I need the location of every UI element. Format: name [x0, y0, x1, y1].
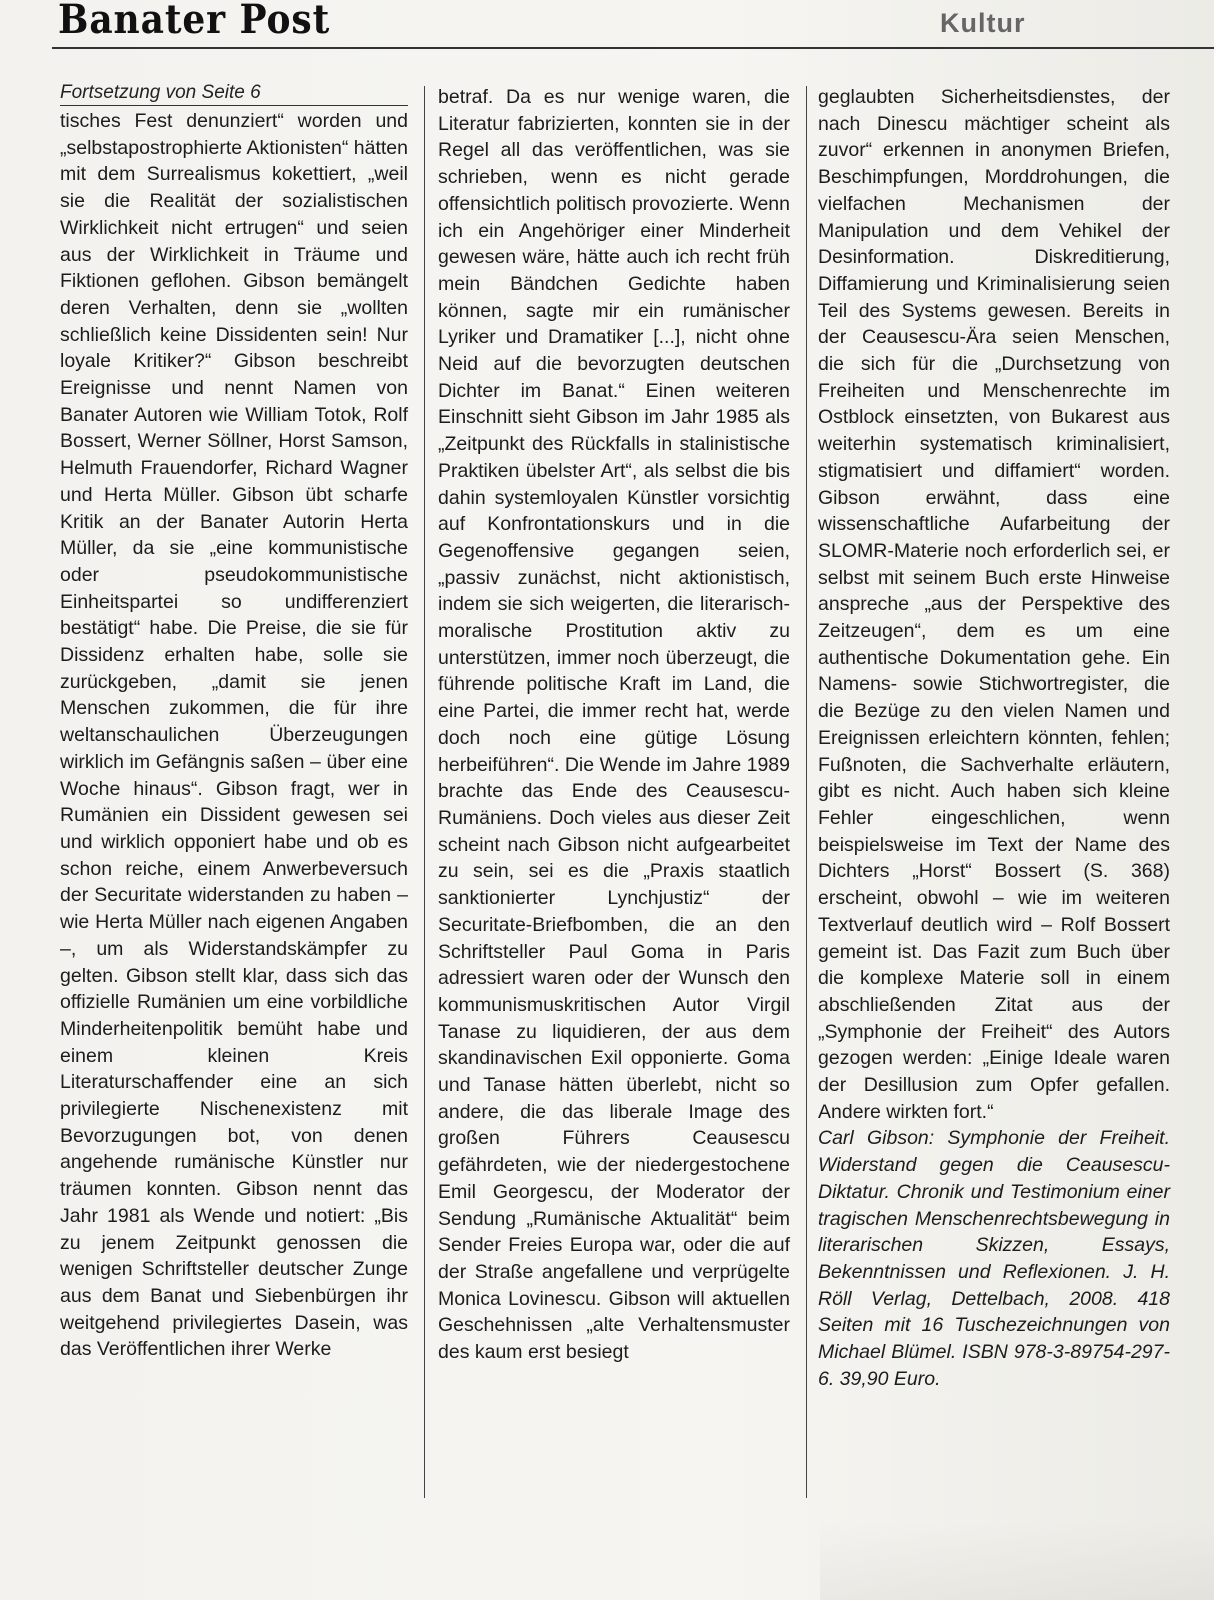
article-column-2: [438, 84, 790, 1366]
masthead: [0, 0, 1214, 48]
column-3-text: geglaubten Sicherheitsdienstes, der nach Dinescu mächtiger scheint als zuvor“ erkennen in anonymen Briefen, Beschimpfungen, Morddrohungen, die vielfachen Mechanismen der Manipulation und dem Vehikel der Desinformation. Diskreditierung, Diffamierung und Kriminalisierung seien Teil des Systems gewesen. Bereits in der Ceausescu-Ära seien Menschen, die sich für die „Durchsetzung von Freiheiten und Menschenrechte im Ostblock einsetzten, von Bukarest aus weiterhin systematisch kriminalisiert, stigmatisiert und diffamiert“ worden. Gibson erwähnt, dass eine wissenschaftliche Aufarbeitung der SLOMR-Materie noch erforderlich sei, er selbst mit seinem Buch erste Hinweise anspreche „aus der Perspektive des Zeitzeugen“, dem es um eine authentische Dokumentation gehe. Ein Namens- sowie Stichwortregister, die die Bezüge zu den vielen Namen und Ereignissen erleichtern könnten, fehlen; Fußnoten, die Sachverhalte erläutern, gibt es nicht. Auch haben sich kleine Fehler eingeschlichen, wenn beispielsweise im Text der Name des Dichters „Horst“ Bossert (S. 368) erscheint, obwohl – wie im weiteren Textverlauf deutlich wird – Rolf Bossert gemeint ist. Das Fazit zum Buch über die komplexe Materie soll in einem abschließenden Zitat aus der „Symphonie der Freiheit“ des Autors gezogen werden: „Einige Ideale waren der Desillusion zum Opfer gefallen. Andere wirkten fort.“: [818, 86, 1170, 1123]
book-info: Carl Gibson: Symphonie der Freiheit. Widerstand gegen die Ceausescu-Diktatur. Chronik und Testimonium einer tragischen Menschenrechtsbewegung in literarischen Skizzen, Essays, Bekenntnissen und Reflexionen. J. H. Röll Verlag, Dettelbach, 2008. 418 Seiten mit 16 Tuschezeichnungen von Michael Blümel. ISBN 978-3-89754-297-6. 39,90 Euro.: [818, 1127, 1170, 1390]
continuation-note: Fortsetzung von Seite 6: [60, 82, 408, 106]
newspaper-name: Banater Post: [58, 0, 331, 43]
column-divider: [424, 86, 425, 1498]
section-title: Kultur: [940, 8, 1026, 38]
article-column-1: [60, 108, 408, 1363]
masthead-rule: [52, 47, 1214, 49]
paper-shadow: [820, 1520, 1214, 1600]
column-2-text: betraf. Da es nur wenige waren, die Literatur fabrizierten, konnten sie in der Regel all das veröffentlichen, was sie schrieben, wenn es nicht gerade offensichtlich politisch provozierte. Wenn ich ein Angehöriger einer Minderheit gewesen wäre, hätte auch ich recht früh mein Bändchen Gedichte haben können, sagte mir ein rumänischer Lyriker und Dramatiker [...], nicht ohne Neid auf die bevorzugten deutschen Dichter im Banat.“ Einen weiteren Einschnitt sieht Gibson im Jahr 1985 als „Zeitpunkt des Rückfalls in stalinistische Praktiken übelster Art“, als selbst die bis dahin systemloyalen Künstler vorsichtig auf Konfrontationskurs und in die Gegenoffensive gegangen seien, „passiv zunächst, nicht aktionistisch, indem sie sich weigerten, die literarisch-moralische Prostitution aktiv zu unterstützen, immer noch überzeugt, die führende politische Kraft im Land, die eine Partei, die immer recht hat, werde doch noch eine gütige Lösung herbeiführen“. Die Wende im Jahre 1989 brachte das Ende des Ceausescu-Rumäniens. Doch vieles aus dieser Zeit scheint nach Gibson nicht aufgearbeitet zu sein, sei es die „Praxis staatlich sanktionierter Lynchjustiz“ der Securitate-Briefbomben, die an den Schriftsteller Paul Goma in Paris adressiert waren oder der Wunsch den kommunismuskritischen Autor Virgil Tanase zu liquidieren, der aus dem skandinavischen Exil opponierte. Goma und Tanase hätten überlebt, nicht so andere, die das liberale Image des großen Führers Ceausescu gefährdeten, wie der niedergestochene Emil Georgescu, der Moderator der Sendung „Rumänische Aktualität“ beim Sender Freies Europa war, oder die auf der Straße angefallene und verprügelte Monica Lovinescu. Gibson will aktuellen Geschehnissen „alte Verhaltensmuster des kaum erst besiegt: [438, 86, 790, 1364]
column-1-text: tisches Fest denunziert“ worden und „selbstapostrophierte Aktionisten“ hätten mit dem Surrealismus kokettiert, „weil sie die Realität der sozialistischen Wirklichkeit nicht ertrugen“ und seien aus der Wirklichkeit in Träume und Fiktionen geflohen. Gibson bemängelt deren Verhalten, denn sie „wollten schließlich keine Dissidenten sein! Nur loyale Kritiker?“ Gibson beschreibt Ereignisse und nennt Namen von Banater Autoren wie William Totok, Rolf Bossert, Werner Söllner, Horst Samson, Helmuth Frauendorfer, Richard Wagner und Herta Müller. Gibson übt scharfe Kritik an der Banater Autorin Herta Müller, da sie „eine kommunistische oder pseudokommunistische Einheitspartei so undifferenziert bestätigt“ habe. Die Preise, die sie für Dissidenz erhalten habe, solle sie zurückgeben, „damit sie jenen Menschen zukommen, die für ihre weltanschaulichen Überzeugungen wirklich im Gefängnis saßen – über eine Woche hinaus“. Gibson fragt, wer in Rumänien ein Dissident gewesen sei und wirklich opponiert habe und ob es schon reiche, einem Anwerbeversuch der Securitate widerstanden zu haben – wie Herta Müller nach eigenen Angaben –, um als Widerstandskämpfer zu gelten. Gibson stellt klar, dass sich das offizielle Rumänien um eine vorbildliche Minderheitenpolitik bemüht habe und einem kleinen Kreis Literaturschaffender eine an sich privilegierte Nischenexistenz mit Bevorzugungen bot, von denen angehende rumänische Künstler nur träumen konnten. Gibson nennt das Jahr 1981 als Wende und notiert: „Bis zu jenem Zeitpunkt genossen die wenigen Schriftsteller deutscher Zunge aus dem Banat und Siebenbürgen ihr weitgehend privilegiertes Dasein, was das Veröffentlichen ihrer Werke: [60, 110, 408, 1361]
column-divider: [806, 86, 807, 1498]
article-column-3: [818, 84, 1170, 1392]
